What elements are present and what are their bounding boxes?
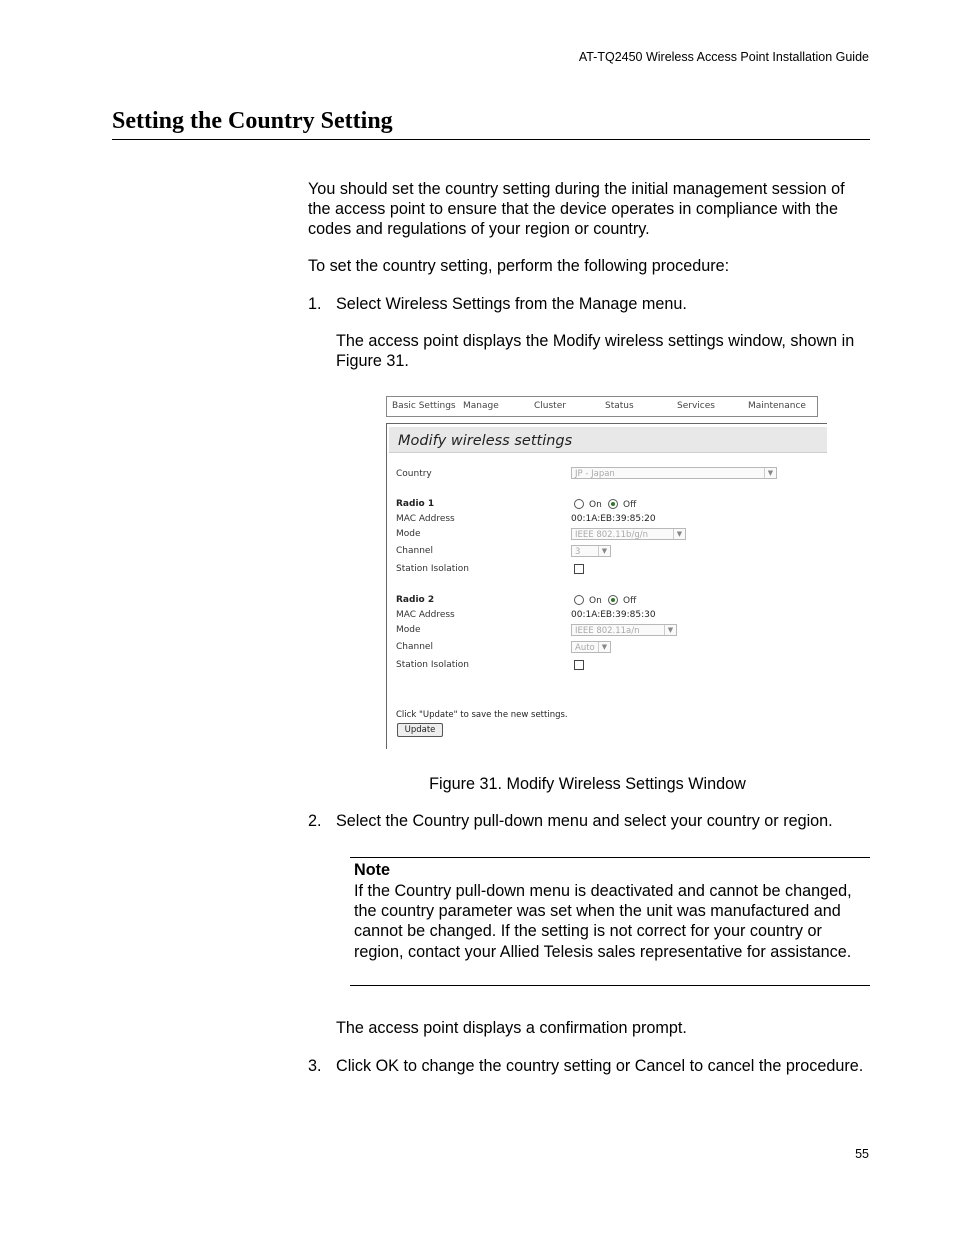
radio1-mac-label: MAC Address xyxy=(396,514,455,524)
radio1-mac-value: 00:1A:EB:39:85:20 xyxy=(571,514,656,524)
country-label: Country xyxy=(396,469,432,479)
update-hint: Click "Update" to save the new settings. xyxy=(396,710,568,720)
nav-basic-settings[interactable]: Basic Settings xyxy=(392,401,456,411)
note-top-rule xyxy=(350,857,870,858)
chevron-down-icon: ▼ xyxy=(598,642,610,652)
nav-bar xyxy=(386,396,818,417)
radio1-off-label: Off xyxy=(623,500,637,510)
radio1-mode-label: Mode xyxy=(396,529,421,539)
radio1-isolation-label: Station Isolation xyxy=(396,564,469,574)
radio2-on-label: On xyxy=(589,596,602,606)
chevron-down-icon: ▼ xyxy=(598,546,610,556)
radio2-channel-value: Auto xyxy=(575,643,595,653)
radio1-isolation-checkbox[interactable] xyxy=(574,564,584,574)
page-number: 55 xyxy=(855,1147,869,1161)
radio1-mode-select[interactable] xyxy=(571,528,686,540)
running-header: AT-TQ2450 Wireless Access Point Installation Guide xyxy=(578,50,869,64)
country-select[interactable] xyxy=(571,467,777,479)
step-3-text: Click OK to change the country setting or Cancel to cancel the procedure. xyxy=(336,1057,864,1075)
nav-cluster[interactable]: Cluster xyxy=(534,401,566,411)
radio2-off-radio[interactable] xyxy=(608,595,618,605)
radio2-on-radio[interactable] xyxy=(574,595,584,605)
step-1-text: Select Wireless Settings from the Manage menu. xyxy=(336,295,687,313)
radio2-off-label: Off xyxy=(623,596,637,606)
radio2-mode-select[interactable] xyxy=(571,624,677,636)
nav-status[interactable]: Status xyxy=(605,401,634,411)
nav-maintenance[interactable]: Maintenance xyxy=(748,401,806,411)
figure-31-screenshot xyxy=(386,396,828,748)
update-button[interactable]: Update xyxy=(397,723,443,737)
radio2-isolation-label: Station Isolation xyxy=(396,660,469,670)
radio1-channel-label: Channel xyxy=(396,546,433,556)
step-1-number: 1. xyxy=(308,295,322,313)
nav-services[interactable]: Services xyxy=(677,401,715,411)
step-1-detail: The access point displays the Modify wireless settings window, shown in Figure 31. xyxy=(336,332,855,371)
radio2-channel-label: Channel xyxy=(396,642,433,652)
chevron-down-icon: ▼ xyxy=(664,625,676,635)
intro-paragraph: You should set the country setting during the initial management session of the access point to ensure that the device operates in compliance with the codes and regulations of your region or country. xyxy=(308,180,845,239)
nav-manage[interactable]: Manage xyxy=(463,401,499,411)
radio1-on-label: On xyxy=(589,500,602,510)
note-body: If the Country pull-down menu is deactivated and cannot be changed, the country parameter was set when the unit was manufactured and cannot be changed. If the setting is not correct for your country or region, contact your Allied Telesis sales representative for assistance. xyxy=(354,882,852,961)
settings-panel xyxy=(386,423,827,749)
radio2-mode-label: Mode xyxy=(396,625,421,635)
radio2-mac-label: MAC Address xyxy=(396,610,455,620)
figure-caption xyxy=(308,774,870,794)
radio2-mac-value: 00:1A:EB:39:85:30 xyxy=(571,610,656,620)
radio1-channel-select[interactable] xyxy=(571,545,611,557)
step-2-number: 2. xyxy=(308,812,322,830)
step-2-detail: The access point displays a confirmation prompt. xyxy=(336,1019,687,1037)
radio2-isolation-checkbox[interactable] xyxy=(574,660,584,670)
chevron-down-icon: ▼ xyxy=(764,468,776,478)
note-title: Note xyxy=(354,861,390,879)
radio2-heading: Radio 2 xyxy=(396,595,435,605)
radio2-mode-value: IEEE 802.11a/n xyxy=(575,626,640,636)
chevron-down-icon: ▼ xyxy=(673,529,685,539)
radio1-channel-value: 3 xyxy=(575,547,581,557)
step-2-text: Select the Country pull-down menu and select your country or region. xyxy=(336,812,833,830)
radio2-channel-select[interactable] xyxy=(571,641,611,653)
panel-header xyxy=(389,427,827,453)
radio1-on-radio[interactable] xyxy=(574,499,584,509)
section-rule xyxy=(112,139,870,140)
radio1-off-radio[interactable] xyxy=(608,499,618,509)
section-title: Setting the Country Setting xyxy=(112,108,393,134)
note-bottom-rule xyxy=(350,985,870,986)
radio1-mode-value: IEEE 802.11b/g/n xyxy=(575,530,648,540)
panel-title: Modify wireless settings xyxy=(398,433,573,449)
country-value: JP - Japan xyxy=(575,469,615,479)
procedure-intro: To set the country setting, perform the following procedure: xyxy=(308,257,730,275)
step-3-number: 3. xyxy=(308,1057,322,1075)
radio1-heading: Radio 1 xyxy=(396,499,435,509)
figure-caption-text: Figure 31. Modify Wireless Settings Window xyxy=(429,775,746,793)
